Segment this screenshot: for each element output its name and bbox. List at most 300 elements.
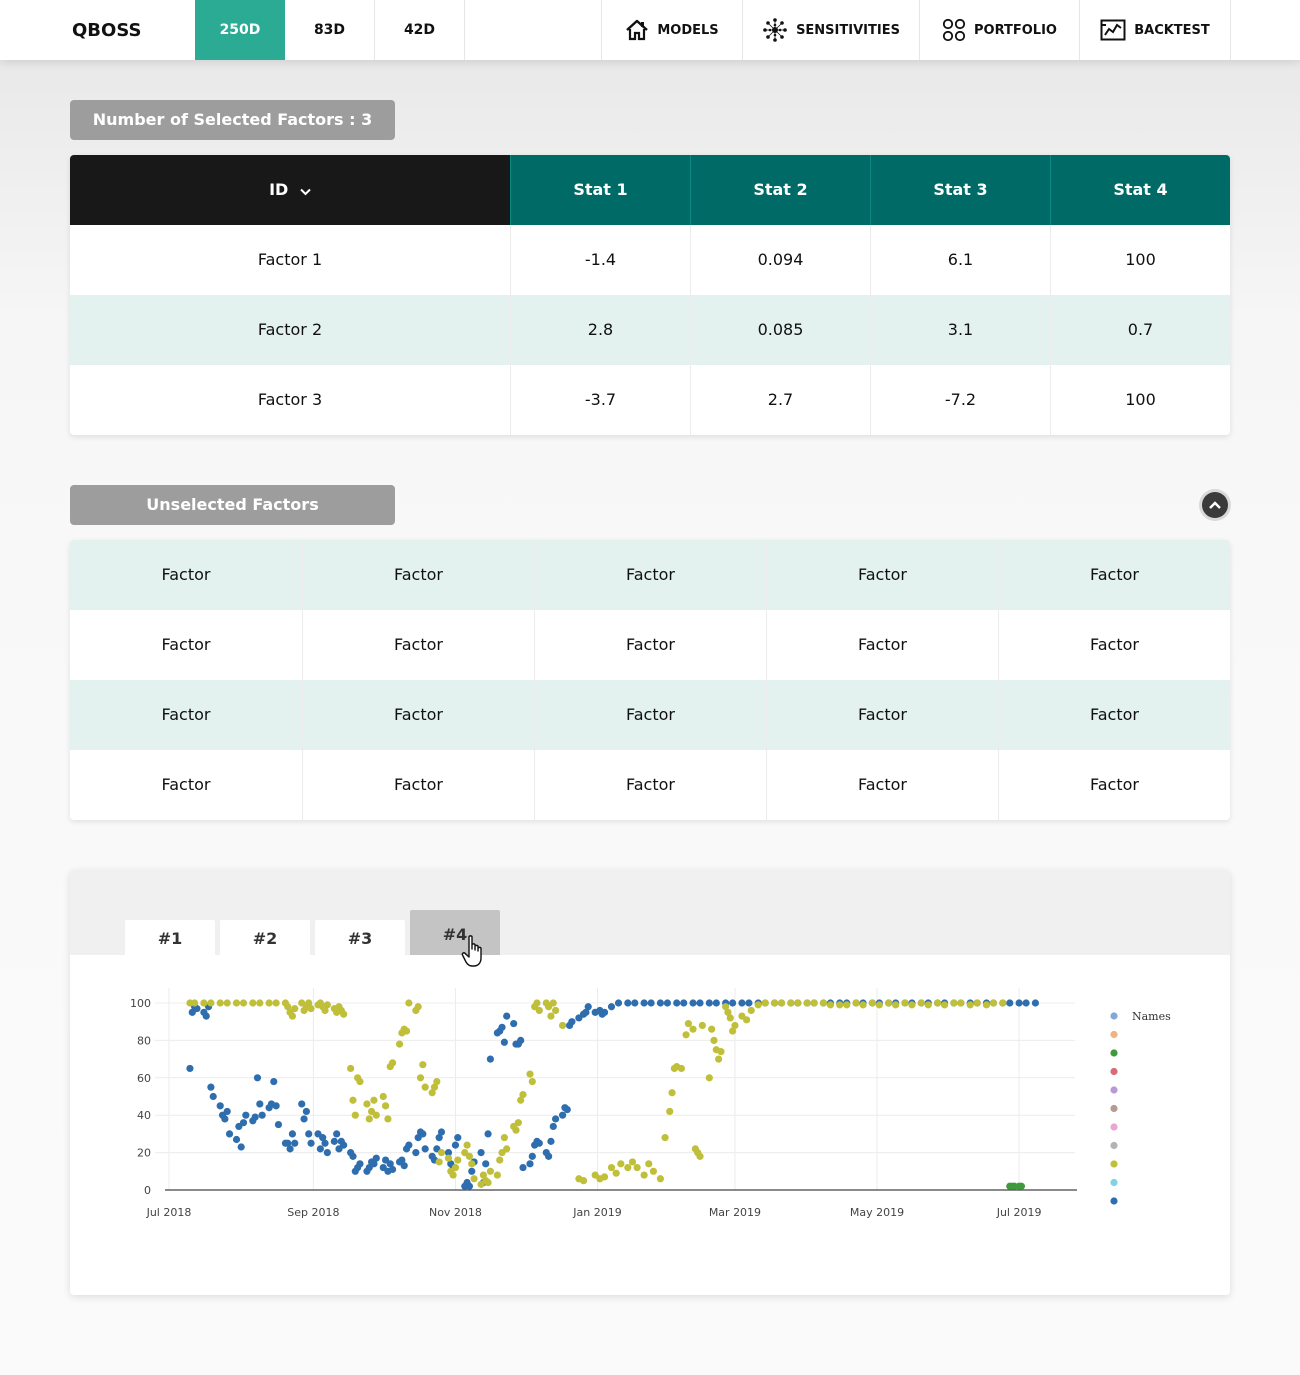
data-point (454, 1134, 461, 1141)
data-point (484, 1130, 491, 1137)
data-point (550, 1123, 557, 1130)
top-navigation-bar (0, 0, 1300, 60)
data-point (564, 1106, 571, 1113)
data-point (224, 1108, 231, 1115)
home-icon (625, 19, 649, 41)
data-point (631, 999, 638, 1006)
data-point (438, 1128, 445, 1135)
data-point (289, 1012, 296, 1019)
data-point (340, 1142, 347, 1149)
data-point (487, 1056, 494, 1063)
data-point (249, 999, 256, 1006)
data-point (529, 1153, 536, 1160)
nav-models-label: MODELS (657, 22, 719, 38)
data-point (552, 1007, 559, 1014)
data-point (1006, 999, 1013, 1006)
data-point (484, 1179, 491, 1186)
data-point (494, 1171, 501, 1178)
data-point (547, 1012, 554, 1019)
data-point (706, 1074, 713, 1081)
grid-row (70, 680, 1230, 750)
data-point (859, 1001, 866, 1008)
data-point (624, 1164, 631, 1171)
factor-cell[interactable]: Factor (766, 540, 998, 610)
data-point (340, 1011, 347, 1018)
data-point (678, 1065, 685, 1072)
nav-portfolio[interactable] (919, 0, 1079, 60)
data-point (466, 1153, 473, 1160)
data-point (470, 1175, 477, 1182)
data-point (412, 1149, 419, 1156)
data-point (876, 1001, 883, 1008)
data-point (601, 1009, 608, 1016)
data-point (382, 1102, 389, 1109)
data-point (715, 1056, 722, 1063)
data-point (289, 1130, 296, 1137)
stat-cell: 2.7 (690, 365, 870, 435)
data-point (1032, 999, 1039, 1006)
nav-portfolio-label: PORTFOLIO (974, 22, 1057, 38)
data-point (650, 1168, 657, 1175)
data-point (787, 999, 794, 1006)
legend-marker[interactable] (1110, 1142, 1117, 1149)
factor-cell[interactable]: Factor (302, 680, 534, 750)
factor-cell[interactable]: Factor (161, 775, 211, 794)
data-point (748, 1007, 755, 1014)
data-point (468, 1168, 475, 1175)
data-point (762, 999, 769, 1006)
data-point (324, 1149, 331, 1156)
data-point (1016, 999, 1023, 1006)
factor-cell[interactable]: Factor (534, 610, 766, 680)
data-point (918, 999, 925, 1006)
data-point (273, 999, 280, 1006)
data-point (242, 1112, 249, 1119)
period-tab-250d[interactable]: 250D (195, 0, 285, 60)
data-point (547, 1138, 554, 1145)
data-point (256, 1100, 263, 1107)
data-point (957, 999, 964, 1006)
y-tick-label: 0 (144, 1184, 151, 1197)
data-point (820, 999, 827, 1006)
data-point (307, 1005, 314, 1012)
nav-backtest[interactable] (1079, 0, 1231, 60)
data-point (645, 1160, 652, 1167)
data-point (550, 999, 557, 1006)
data-point (713, 999, 720, 1006)
data-point (941, 1001, 948, 1008)
x-tick-label: May 2019 (849, 1206, 905, 1219)
data-point (771, 999, 778, 1006)
chart-tab-bar (70, 870, 1230, 955)
data-point (533, 999, 540, 1006)
data-point (685, 1020, 692, 1027)
data-point (967, 1001, 974, 1008)
data-point (682, 1031, 689, 1038)
selected-factors-count: Number of Selected Factors : 3 (70, 100, 395, 140)
data-point (727, 1014, 734, 1021)
data-point (811, 999, 818, 1006)
data-point (238, 1143, 245, 1150)
legend-marker[interactable] (1110, 1068, 1117, 1075)
factor-id-cell: Factor 3 (257, 390, 323, 409)
factor-cell[interactable]: Factor (161, 705, 211, 724)
nav-sensitivities-label: SENSITIVITIES (796, 22, 900, 38)
grid-circles-icon (942, 18, 966, 42)
data-point (519, 1164, 526, 1171)
data-point (468, 1160, 475, 1167)
data-point (1022, 999, 1029, 1006)
data-point (324, 1001, 331, 1008)
id-header-label: ID (269, 180, 289, 199)
grid-row (70, 610, 1230, 680)
chart-tab-4[interactable]: #4 (410, 910, 500, 955)
stat-cell: -3.7 (510, 365, 690, 435)
nav-backtest-label: BACKTEST (1134, 22, 1210, 38)
factor-id-cell: Factor 1 (257, 250, 323, 269)
data-point (307, 1140, 314, 1147)
data-point (191, 999, 198, 1006)
data-point (352, 1112, 359, 1119)
data-point (256, 999, 263, 1006)
brand-logo[interactable]: QBOSS (72, 20, 142, 41)
chevron-down-icon (300, 156, 311, 226)
data-point (745, 999, 752, 1006)
nav-models[interactable] (601, 0, 742, 60)
data-point (317, 1145, 324, 1152)
data-point (298, 1100, 305, 1107)
data-point (634, 1164, 641, 1171)
legend-marker[interactable] (1110, 1031, 1117, 1038)
legend-marker[interactable] (1110, 1012, 1117, 1019)
unselected-factors-grid (70, 540, 1230, 820)
legend-marker[interactable] (1110, 1105, 1117, 1112)
data-point (445, 1155, 452, 1162)
chart-tab-2[interactable]: #2 (220, 920, 310, 955)
data-point (869, 999, 876, 1006)
stat3-column-header[interactable]: Stat 3 (870, 155, 1050, 225)
data-point (804, 999, 811, 1006)
data-point (664, 999, 671, 1006)
hand-cursor-icon (460, 934, 488, 972)
factor-cell[interactable]: Factor (766, 680, 998, 750)
data-point (226, 1130, 233, 1137)
data-point (275, 1121, 282, 1128)
data-point (934, 999, 941, 1006)
data-point (419, 1130, 426, 1137)
data-point (1018, 1183, 1025, 1190)
table-row[interactable] (70, 295, 1230, 365)
data-point (706, 999, 713, 1006)
data-point (405, 999, 412, 1006)
data-point (689, 1026, 696, 1033)
data-point (601, 1173, 608, 1180)
data-point (419, 1061, 426, 1068)
data-point (708, 1026, 715, 1033)
data-point (384, 1115, 391, 1122)
data-point (224, 999, 231, 1006)
y-tick-label: 20 (137, 1146, 151, 1160)
stat-cell: 0.085 (690, 295, 870, 365)
data-point (559, 1112, 566, 1119)
data-point (559, 1022, 566, 1029)
chart-tab-3[interactable]: #3 (315, 920, 405, 955)
stat-cell: -7.2 (870, 365, 1050, 435)
data-point (648, 999, 655, 1006)
data-point (885, 999, 892, 1006)
data-point (836, 1001, 843, 1008)
data-point (349, 1097, 356, 1104)
data-point (496, 1156, 503, 1163)
data-point (373, 1155, 380, 1162)
data-point (403, 1027, 410, 1034)
chart-tab-1[interactable]: #1 (125, 920, 215, 955)
data-point (613, 1170, 620, 1177)
legend-marker[interactable] (1110, 1049, 1117, 1056)
data-point (233, 1136, 240, 1143)
data-point (233, 999, 240, 1006)
data-point (498, 1024, 505, 1031)
y-tick-label: 100 (130, 997, 151, 1010)
factor-id-cell: Factor 2 (257, 320, 323, 339)
data-point (438, 1149, 445, 1156)
data-point (908, 1001, 915, 1008)
factor-cell[interactable]: Factor (534, 540, 766, 610)
data-point (717, 1048, 724, 1055)
period-tab-42d[interactable]: 42D (375, 0, 465, 60)
data-point (286, 1145, 293, 1152)
data-point (657, 999, 664, 1006)
data-point (515, 1119, 522, 1126)
legend-marker[interactable] (1110, 1179, 1117, 1186)
legend-marker[interactable] (1110, 1197, 1117, 1204)
data-point (380, 1093, 387, 1100)
data-point (661, 1134, 668, 1141)
data-point (203, 1012, 210, 1019)
data-point (401, 1162, 408, 1169)
data-point (373, 1112, 380, 1119)
chart-panel (70, 870, 1230, 1295)
data-point (356, 1160, 363, 1167)
legend-title: Names (1132, 1010, 1171, 1023)
stat1-column-header[interactable]: Stat 1 (510, 155, 690, 225)
factor-cell[interactable]: Factor (998, 750, 1230, 820)
data-point (501, 1039, 508, 1046)
data-point (422, 1145, 429, 1152)
data-point (217, 1102, 224, 1109)
data-point (503, 1145, 510, 1152)
data-point (331, 1138, 338, 1145)
data-point (629, 1158, 636, 1165)
chart-legend[interactable] (1110, 1010, 1171, 1205)
data-point (641, 999, 648, 1006)
data-point (501, 1134, 508, 1141)
data-point (710, 1037, 717, 1044)
data-point (852, 999, 859, 1006)
data-point (608, 1003, 615, 1010)
data-point (617, 1160, 624, 1167)
data-point (743, 1016, 750, 1023)
data-point (689, 999, 696, 1006)
factor-cell[interactable]: Factor (161, 635, 211, 654)
data-point (827, 1001, 834, 1008)
stat4-column-header[interactable]: Stat 4 (1050, 155, 1230, 225)
factor-cell[interactable]: Factor (998, 540, 1230, 610)
data-point (200, 999, 207, 1006)
factor-cell[interactable]: Factor (766, 610, 998, 680)
factor-cell[interactable]: Factor (161, 565, 211, 584)
y-tick-label: 80 (137, 1034, 151, 1048)
id-column-header[interactable] (70, 155, 510, 225)
stat-cell: 6.1 (870, 225, 1050, 295)
data-point (526, 1070, 533, 1077)
data-point (487, 1168, 494, 1175)
data-point (356, 1078, 363, 1085)
data-point (755, 1001, 762, 1008)
data-point (370, 1097, 377, 1104)
data-point (974, 999, 981, 1006)
data-point (624, 999, 631, 1006)
y-tick-label: 40 (137, 1109, 151, 1123)
data-point (273, 1102, 280, 1109)
data-point (405, 1142, 412, 1149)
nav-sensitivities[interactable] (742, 0, 919, 60)
data-point (999, 999, 1006, 1006)
table-row[interactable] (70, 225, 1230, 295)
x-tick-label: Mar 2019 (708, 1206, 762, 1219)
stat2-column-header[interactable]: Stat 2 (690, 155, 870, 225)
data-point (585, 1003, 592, 1010)
data-point (901, 999, 908, 1006)
data-point (466, 1183, 473, 1190)
factor-cell[interactable]: Factor (998, 610, 1230, 680)
grid-row (70, 540, 1230, 610)
stat-cell: 100 (1050, 365, 1230, 435)
factor-cell[interactable]: Factor (766, 750, 998, 820)
data-point (696, 999, 703, 1006)
data-point (436, 1158, 443, 1165)
stat-cell: 3.1 (870, 295, 1050, 365)
data-point (615, 999, 622, 1006)
x-tick-label: Nov 2018 (428, 1206, 482, 1219)
y-tick-label: 60 (137, 1071, 151, 1085)
data-point (454, 1156, 461, 1163)
data-point (333, 1130, 340, 1137)
data-point (794, 999, 801, 1006)
data-point (666, 1108, 673, 1115)
factor-cell[interactable]: Factor (534, 680, 766, 750)
data-point (207, 999, 214, 1006)
data-point (699, 1022, 706, 1029)
factor-cell[interactable]: Factor (998, 680, 1230, 750)
data-point (221, 1115, 228, 1122)
data-point (291, 1005, 298, 1012)
factor-cell[interactable]: Factor (302, 750, 534, 820)
stat-cell: 100 (1050, 225, 1230, 295)
data-point (517, 1037, 524, 1044)
data-point (389, 1166, 396, 1173)
data-point (580, 1177, 587, 1184)
data-point (210, 1093, 217, 1100)
unselected-factors-title: Unselected Factors (70, 485, 395, 525)
data-point (347, 1065, 354, 1072)
data-point (552, 1115, 559, 1122)
data-point (240, 1119, 247, 1126)
data-point (240, 999, 247, 1006)
selected-factors-table (70, 155, 1230, 435)
data-point (300, 1115, 307, 1122)
data-point (925, 1001, 932, 1008)
data-point (303, 1108, 310, 1115)
factor-cell[interactable]: Factor (302, 540, 534, 610)
factor-cell[interactable]: Factor (302, 610, 534, 680)
data-point (452, 1164, 459, 1171)
data-point (389, 1059, 396, 1066)
data-point (207, 1084, 214, 1091)
data-point (464, 1142, 471, 1149)
collapse-button[interactable] (1199, 489, 1231, 521)
period-tab-83d[interactable]: 83D (285, 0, 375, 60)
data-point (680, 999, 687, 1006)
data-point (254, 1074, 261, 1081)
data-point (415, 1003, 422, 1010)
data-point (349, 1153, 356, 1160)
data-point (983, 1001, 990, 1008)
data-point (843, 1001, 850, 1008)
data-point (641, 1171, 648, 1178)
grid-row (70, 750, 1230, 820)
scatter-chart (70, 955, 1230, 1295)
data-point (526, 1160, 533, 1167)
legend-marker[interactable] (1110, 1086, 1117, 1093)
data-point (568, 1018, 575, 1025)
factor-cell[interactable]: Factor (534, 750, 766, 820)
data-point (950, 999, 957, 1006)
data-point (270, 1078, 277, 1085)
legend-marker[interactable] (1110, 1160, 1117, 1167)
table-row[interactable] (70, 365, 1230, 435)
data-point (291, 1140, 298, 1147)
network-icon (762, 17, 788, 43)
legend-marker[interactable] (1110, 1123, 1117, 1130)
data-point (778, 999, 785, 1006)
data-point (673, 999, 680, 1006)
data-point (259, 1112, 266, 1119)
chevron-up-icon (1202, 492, 1228, 518)
data-point (186, 1065, 193, 1072)
data-point (417, 1074, 424, 1081)
data-point (503, 1012, 510, 1019)
data-point (519, 1091, 526, 1098)
x-tick-label: Sep 2018 (287, 1206, 340, 1219)
table-header (70, 155, 1230, 225)
data-point (422, 1084, 429, 1091)
stat-cell: 0.7 (1050, 295, 1230, 365)
data-point (729, 999, 736, 1006)
data-point (510, 1020, 517, 1027)
x-tick-label: Jul 2018 (146, 1206, 192, 1219)
data-point (512, 1127, 519, 1134)
data-point (396, 1041, 403, 1048)
stat-cell: 2.8 (510, 295, 690, 365)
data-point (452, 1142, 459, 1149)
data-point (266, 999, 273, 1006)
x-tick-label: Jan 2019 (573, 1206, 622, 1219)
data-point (433, 1078, 440, 1085)
data-point (668, 1089, 675, 1096)
data-point (529, 1078, 536, 1085)
chart-points (186, 999, 1039, 1189)
